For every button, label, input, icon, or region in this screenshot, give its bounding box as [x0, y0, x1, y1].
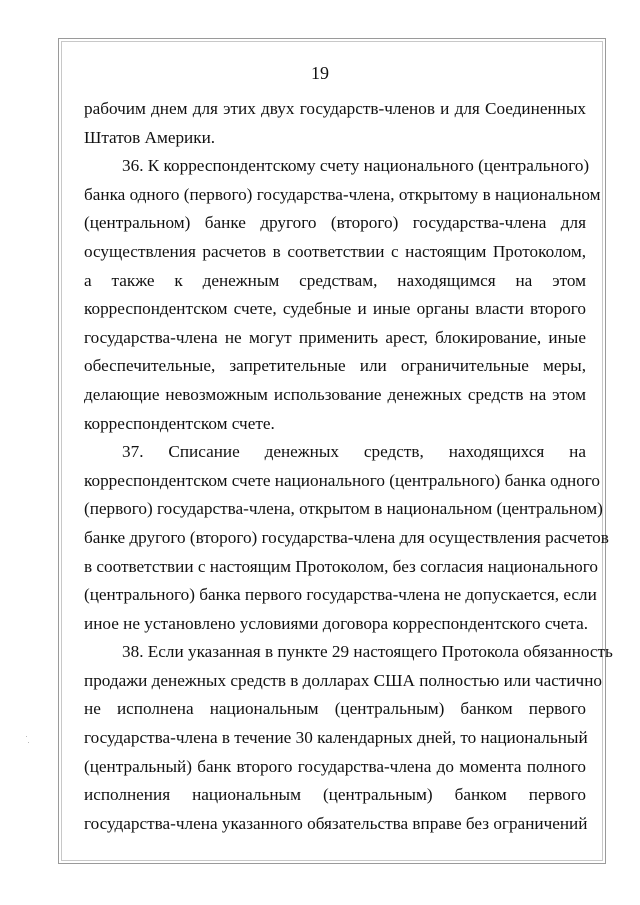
text-line: Штатов Америки. — [84, 127, 216, 147]
text-line: иное не установлено условиями договора корреспондентского счета. — [84, 613, 589, 633]
text-line: корреспондентском счете. — [84, 413, 275, 433]
text-line: обеспечительные, запретительные или ограничительные меры, — [84, 356, 586, 376]
text-line: (центральный) банк второго государства-члена до момента полного — [84, 756, 586, 776]
text-line: в соответствии с настоящим Протоколом, без согласия национального — [84, 556, 598, 576]
text-line: продажи денежных средств в долларах США полностью или частично — [84, 670, 602, 690]
text-line: банке другого (второго) государства-члена для осуществления расчетов — [84, 527, 609, 547]
text-line: 38. Если указанная в пункте 29 настоящего Протокола обязанность — [122, 642, 613, 662]
text-line: а также к денежным средствам, находящимся на этом — [84, 270, 586, 290]
text-line: (первого) государства-члена, открытом в национальном (центральном) — [84, 499, 603, 519]
text-line: государства-члена указанного обязательства вправе без ограничений — [84, 813, 588, 833]
scan-speck — [26, 736, 27, 737]
text-line: банка одного (первого) государства-члена, открытому в национальном — [84, 184, 601, 204]
text-line: осуществления расчетов в соответствии с настоящим Протоколом, — [84, 241, 586, 261]
text-line: корреспондентском счете национального (центрального) банка одного — [84, 470, 601, 490]
text-line: исполнения национальным (центральным) банком первого — [84, 785, 586, 805]
text-line: 37. Списание денежных средств, находящихся на — [122, 442, 586, 462]
text-line: не исполнена национальным (центральным) банком первого — [84, 699, 586, 719]
text-line: 36. К корреспондентскому счету национального (центрального) — [122, 156, 590, 176]
text-line: делающие невозможным использование денежных средств на этом — [84, 384, 586, 404]
text-line: государства-члена в течение 30 календарных дней, то национальный — [84, 728, 588, 748]
page-number: 19 — [311, 63, 329, 83]
text-line: корреспондентском счете, судебные и иные органы власти второго — [84, 299, 586, 319]
text-line: рабочим днем для этих двух государств-членов и для Соединенных — [84, 99, 586, 118]
scan-speck — [28, 742, 29, 743]
document-body — [84, 95, 613, 838]
text-line: (центрального) банка первого государства-члена не допускается, если — [84, 585, 597, 605]
text-line: государства-члена не могут применить арест, блокирование, иные — [84, 327, 586, 347]
text-line: (центральном) банке другого (второго) государства-члена для — [84, 213, 586, 233]
